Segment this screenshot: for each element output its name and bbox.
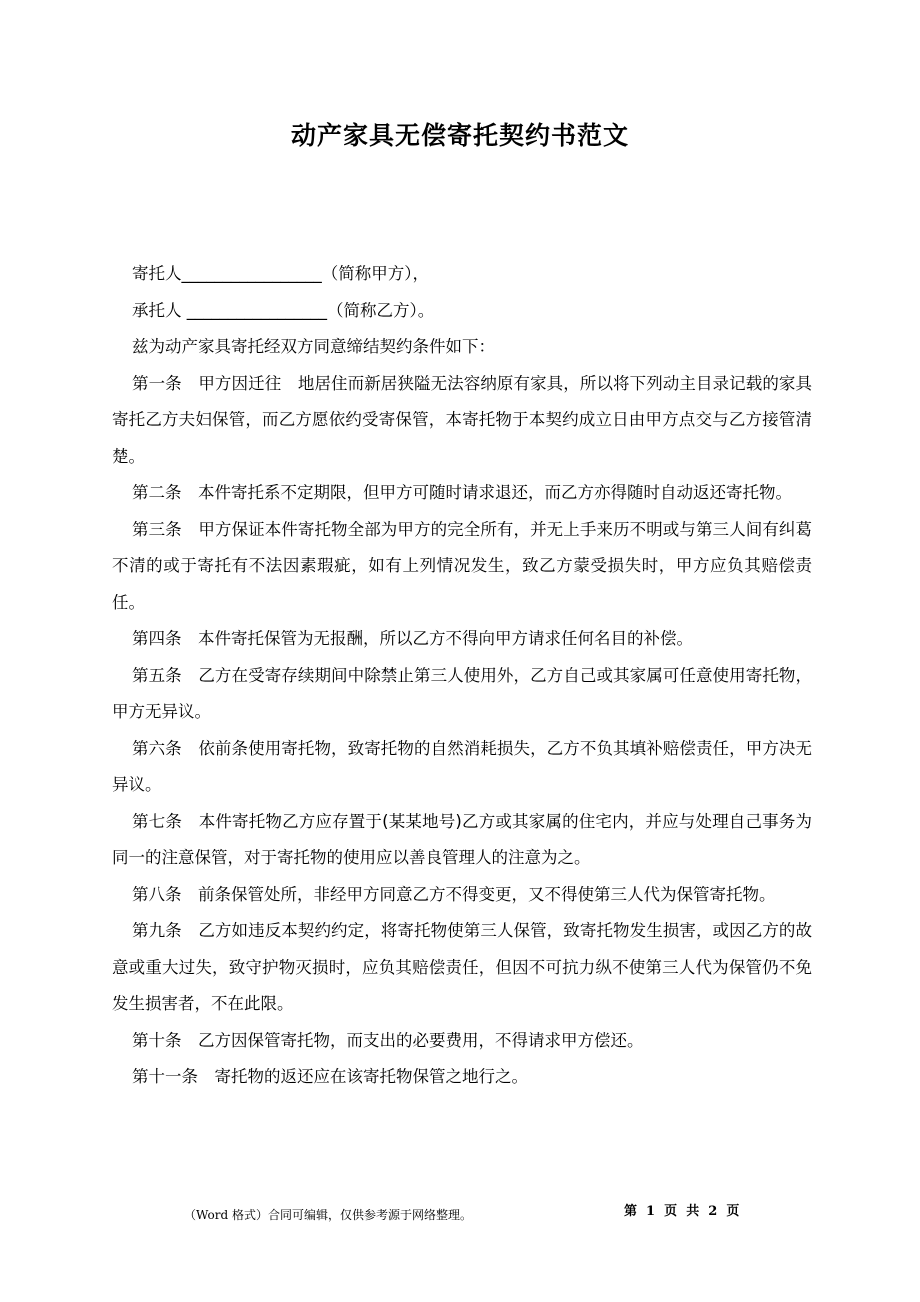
paragraph-article-1: 第一条 甲方因迁往 地居住而新居狭隘无法容纳原有家具，所以将下列动主目录记载的家具寄托乙方夫妇保管，而乙方愿依约受寄保管，本寄托物于本契约成立日由甲方点交与乙方接管清楚。 <box>112 373 812 466</box>
footer-note: （Word 格式）合同可编辑，仅供参考源于网络整理。 <box>184 1208 472 1222</box>
document-body <box>112 256 812 1096</box>
paragraph-article-6: 第六条 依前条使用寄托物，致寄托物的自然消耗损失，乙方不负其填补赔偿责任，甲方决无异议。 <box>112 738 812 794</box>
document-title: 动产家具无偿寄托契约书范文 <box>290 121 629 150</box>
paragraph-article-5: 第五条 乙方在受寄存续期间中除禁止第三人使用外，乙方自己或其家属可任意使用寄托物，甲方无异议。 <box>112 665 812 721</box>
page-indicator: 第 1 页 共 2 页 <box>624 1204 740 1219</box>
paragraph-article-3: 第三条 甲方保证本件寄托物全部为甲方的完全所有，并无上手来历不明或与第三人间有纠葛不清的或于寄托有不法因素瑕疵，如有上列情况发生，致乙方蒙受损失时，甲方应负其赔偿责任。 <box>112 519 812 612</box>
paragraph-article-2: 第二条 本件寄托系不定期限，但甲方可随时请求退还，而乙方亦得随时自动返还寄托物。 <box>132 483 792 502</box>
paragraph-article-9: 第九条 乙方如违反本契约约定，将寄托物使第三人保管，致寄托物发生损害，或因乙方的故意或重大过失，致守护物灭损时，应负其赔偿责任，但因不可抗力纵不使第三人代为保管仍不免发生损害者，不在此限。 <box>112 921 812 1013</box>
paragraph-article-8: 第八条 前条保管处所，非经甲方同意乙方不得变更，又不得使第三人代为保管寄托物。 <box>132 884 776 904</box>
paragraph-custodian: 承托人 _________________（简称乙方）。 <box>132 300 435 320</box>
paragraph-article-10: 第十条 乙方因保管寄托物，而支出的必要费用，不得请求甲方偿还。 <box>132 1030 644 1050</box>
paragraph-entrustor: 寄托人_________________（简称甲方）， <box>132 264 429 283</box>
paragraph-article-7: 第七条 本件寄托物乙方应存置于(某某地号)乙方或其家属的住宅内，并应与处理自己事务为同一的注意保管，对于寄托物的使用应以善良管理人的注意为之。 <box>112 811 812 867</box>
paragraph-preamble: 兹为动产家具寄托经双方同意缔结契约条件如下： <box>132 337 495 356</box>
paragraph-article-11: 第十一条 寄托物的返还应在该寄托物保管之地行之。 <box>132 1067 528 1086</box>
paragraph-article-4: 第四条 本件寄托保管为无报酬，所以乙方不得向甲方请求任何名目的补偿。 <box>132 629 693 648</box>
